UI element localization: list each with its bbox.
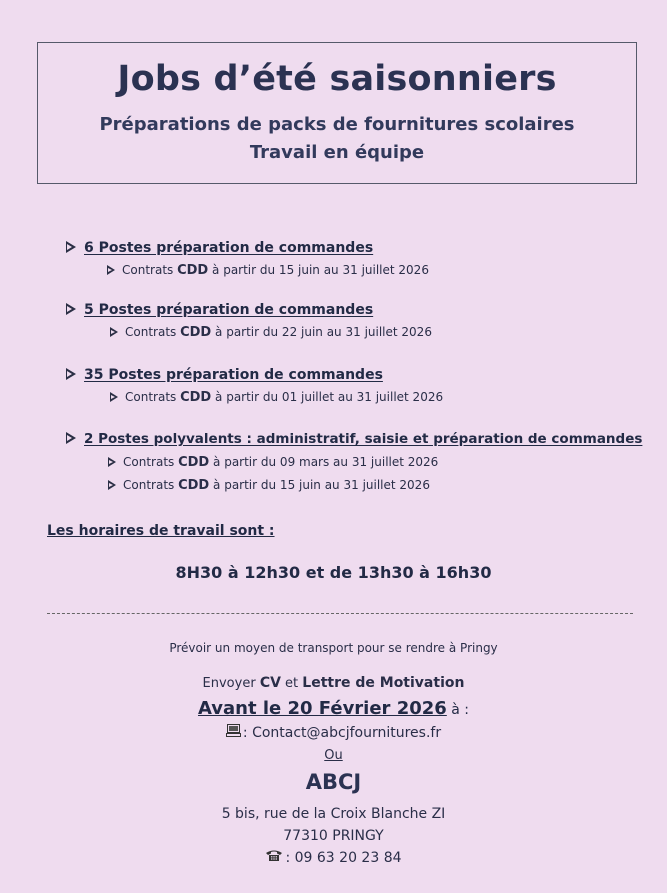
- horaires-value: 8H30 à 12h30 et de 13h30 à 16h30: [175, 563, 492, 582]
- contract-type: CDD: [178, 455, 210, 470]
- post-item: [66, 240, 373, 256]
- email-address[interactable]: : Contact@abcjfournitures.fr: [242, 725, 442, 741]
- contract-type: CDD: [180, 390, 212, 405]
- contract-prefix: Contrats: [125, 390, 181, 404]
- contract-prefix: Contrats: [123, 478, 179, 492]
- telephone-icon: [265, 849, 283, 866]
- contract-type: CDD: [177, 263, 209, 278]
- address-line-1: 5 bis, rue de la Croix Blanche ZI: [221, 806, 446, 822]
- cv-label: CV: [259, 675, 281, 691]
- contract-period: à partir du 15 juin au 31 juillet 2026: [209, 478, 430, 492]
- post-title: 5 Postes préparation de commandes: [84, 302, 374, 318]
- header-box: [37, 42, 637, 184]
- arrow-bullet-icon: [66, 432, 76, 444]
- horaires-label: Les horaires de travail sont :: [47, 523, 275, 539]
- dashed-divider: [47, 613, 633, 614]
- page-title: Jobs d’été saisonniers: [117, 59, 557, 99]
- contract-item: [108, 478, 430, 493]
- contract-period: à partir du 01 juillet au 31 juillet 2026: [211, 390, 444, 404]
- arrow-bullet-icon: [108, 480, 116, 490]
- phone-number[interactable]: : 09 63 20 23 84: [285, 850, 402, 866]
- contract-period: à partir du 09 mars au 31 juillet 2026: [209, 455, 439, 469]
- arrow-bullet-icon: [66, 241, 76, 253]
- contract-item: [110, 390, 443, 405]
- post-item: [66, 431, 642, 447]
- address-line-2: 77310 PRINGY: [283, 828, 384, 844]
- and-label: et: [280, 676, 303, 691]
- phone-line: [0, 849, 667, 866]
- contract-period: à partir du 15 juin au 31 juillet 2026: [208, 263, 429, 277]
- arrow-bullet-icon: [66, 303, 76, 315]
- send-prefix: Envoyer: [202, 676, 260, 691]
- page-subtitle: Préparations de packs de fournitures scolaires: [99, 114, 575, 135]
- contract-type: CDD: [180, 325, 212, 340]
- contract-prefix: Contrats: [123, 455, 179, 469]
- post-title: 6 Postes préparation de commandes: [84, 240, 374, 256]
- motivation-letter-label: Lettre de Motivation: [302, 675, 465, 691]
- email-line: [0, 724, 667, 741]
- contract-period: à partir du 22 juin au 31 juillet 2026: [211, 325, 432, 339]
- contract-item: [108, 455, 438, 470]
- contract-prefix: Contrats: [122, 263, 178, 277]
- or-label: Ou: [324, 748, 343, 763]
- arrow-bullet-icon: [108, 457, 116, 467]
- deadline-date: Avant le 20 Février 2026: [197, 698, 447, 719]
- computer-icon: [226, 724, 241, 741]
- contract-type: CDD: [178, 478, 210, 493]
- arrow-bullet-icon: [110, 327, 118, 337]
- transport-note: Prévoir un moyen de transport pour se rendre à Pringy: [169, 641, 498, 655]
- arrow-bullet-icon: [107, 265, 115, 275]
- deadline: [0, 698, 667, 719]
- deadline-suffix: à :: [446, 702, 470, 718]
- contract-item: [110, 325, 432, 340]
- post-item: [66, 302, 373, 318]
- post-title: 35 Postes préparation de commandes: [84, 367, 383, 383]
- contract-prefix: Contrats: [125, 325, 181, 339]
- page-subtitle-2: Travail en équipe: [249, 142, 425, 163]
- post-item: [66, 367, 383, 383]
- arrow-bullet-icon: [66, 368, 76, 380]
- contract-item: [107, 263, 429, 278]
- post-title: 2 Postes polyvalents : administratif, saisie et préparation de commandes: [84, 431, 643, 447]
- send-instructions: [0, 675, 667, 691]
- company-name: ABCJ: [305, 770, 362, 794]
- arrow-bullet-icon: [110, 392, 118, 402]
